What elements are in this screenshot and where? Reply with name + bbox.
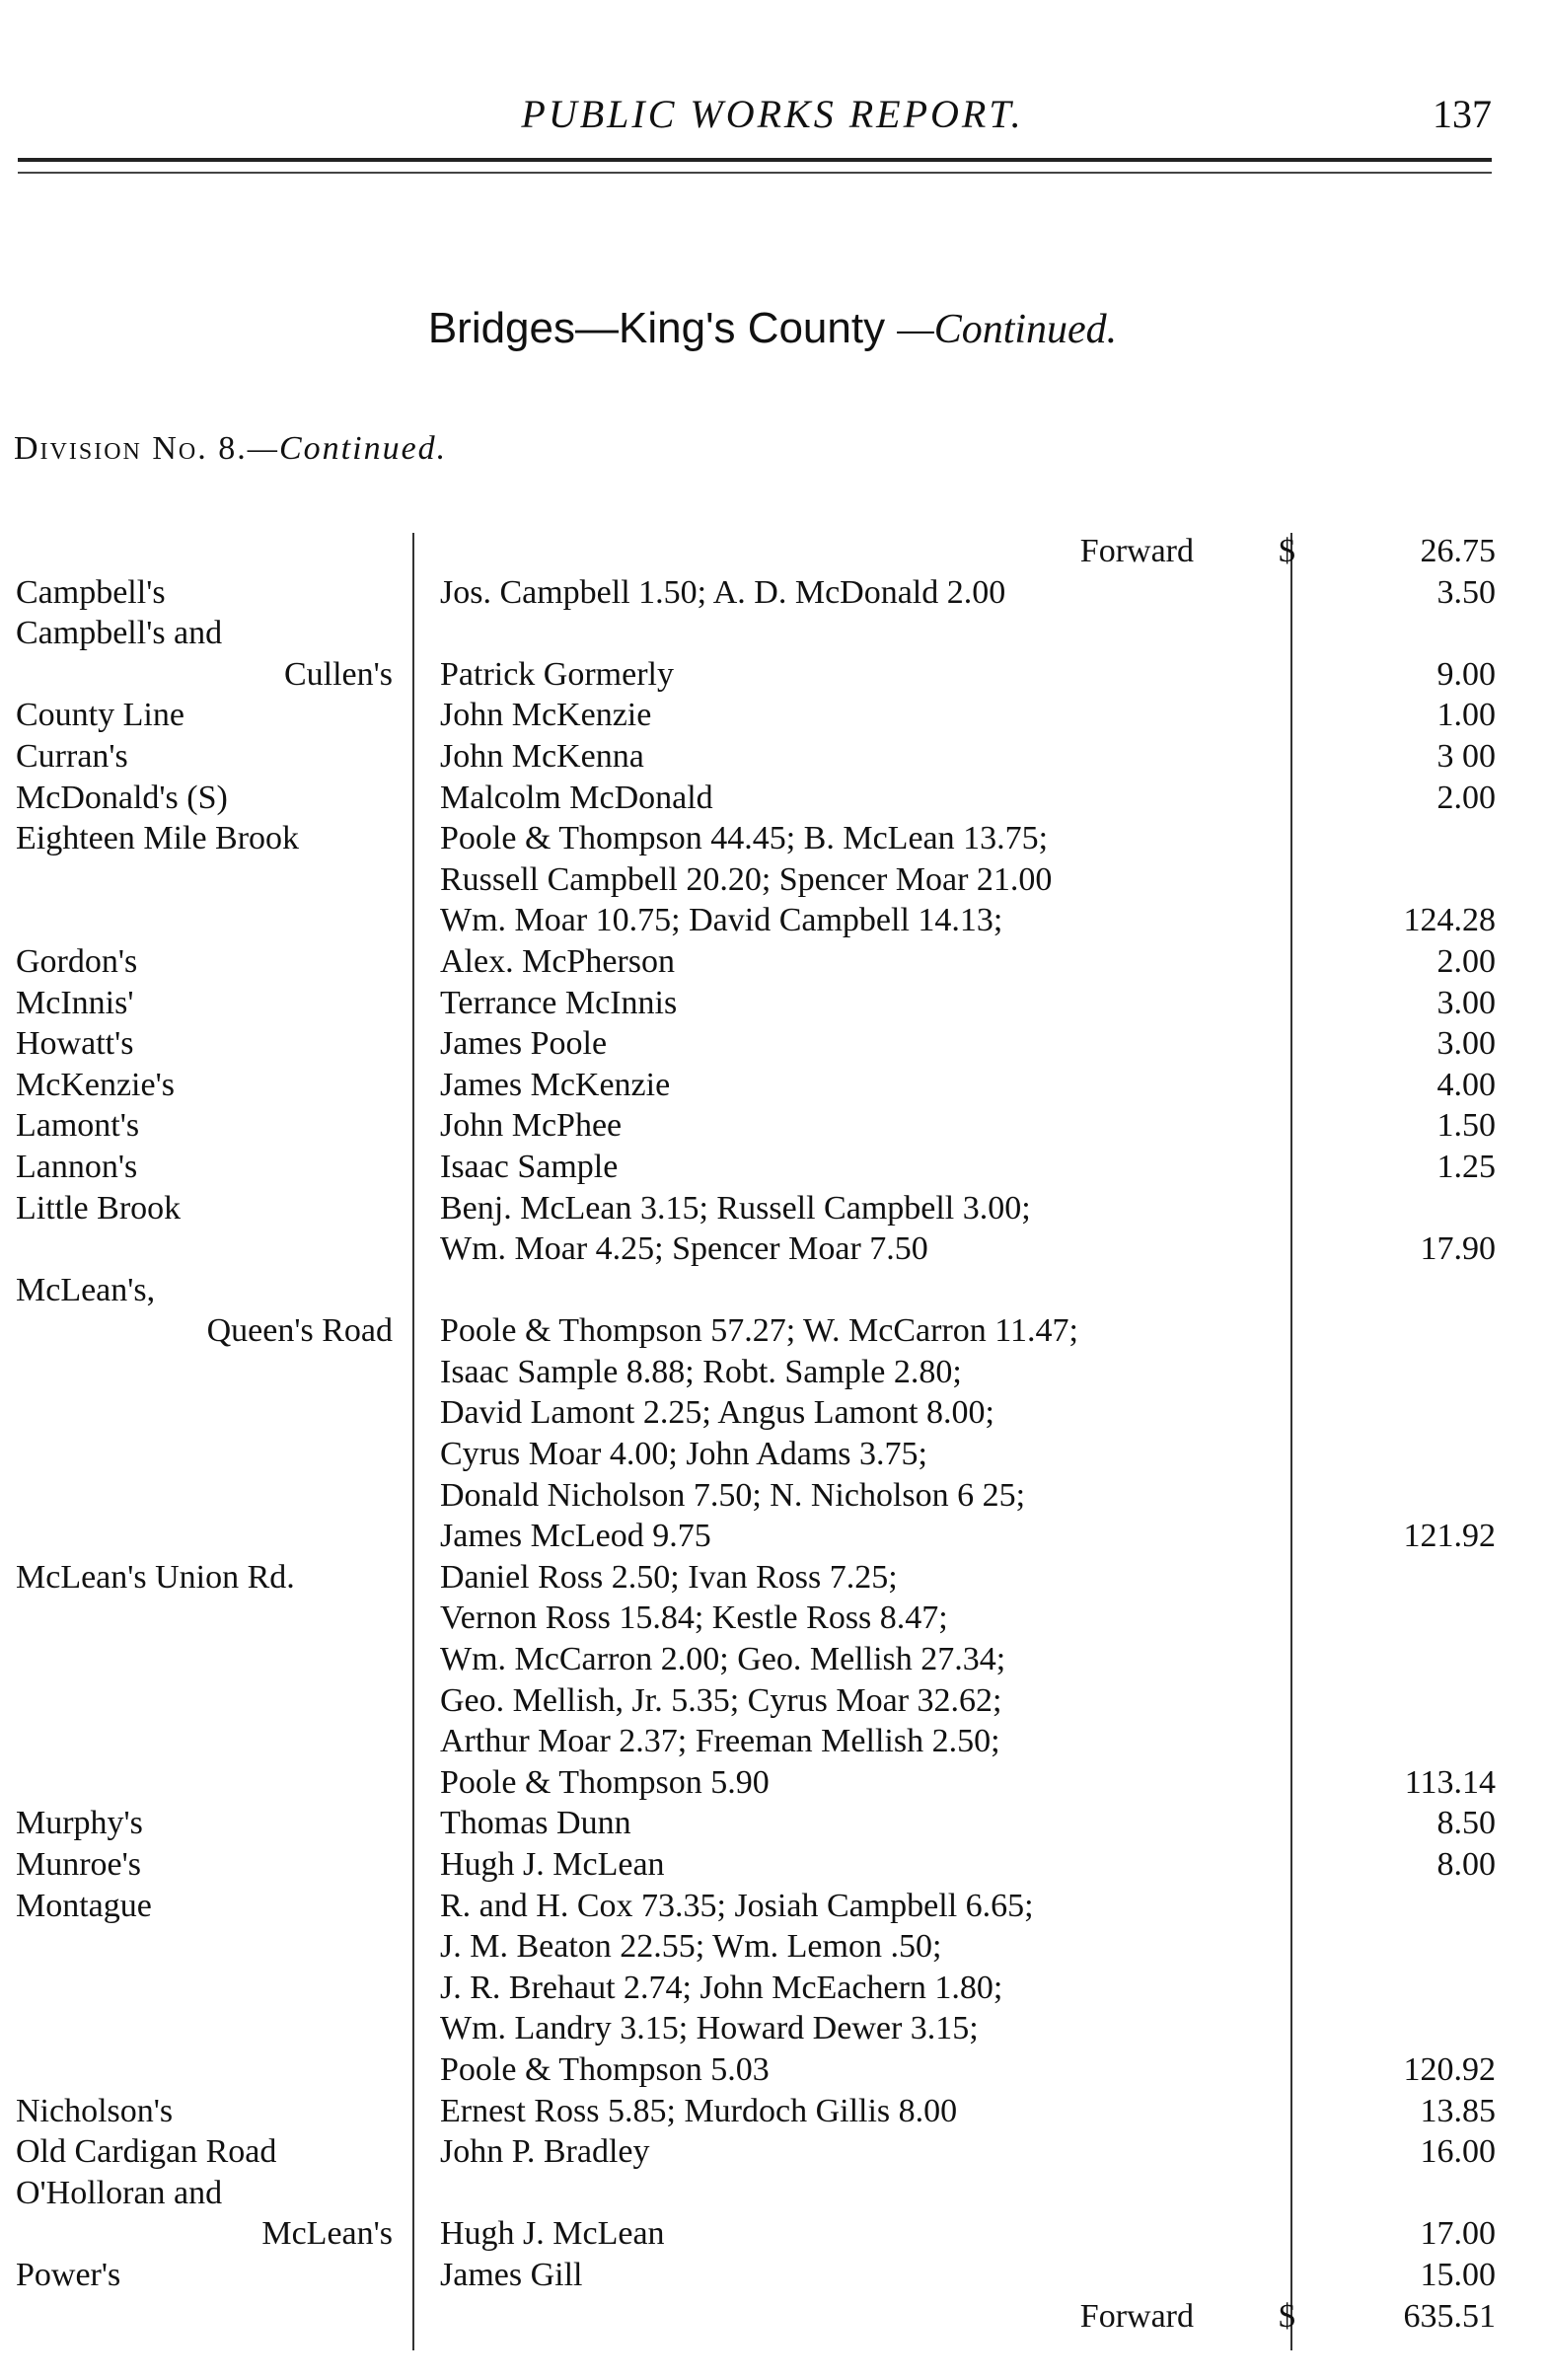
ledger-row [0, 1475, 1545, 1517]
ledger-row [0, 613, 1545, 654]
payee-entry: Poole & Thompson 5.03 [440, 2050, 770, 2088]
ledger-row [0, 1516, 1545, 1557]
ledger-row [0, 1310, 1545, 1352]
payee-entry: Russell Campbell 20.20; Spencer Moar 21.00 [440, 860, 1053, 898]
amount: 1.25 [1436, 1148, 1496, 1185]
payee-entry: Arthur Moar 2.37; Freeman Mellish 2.50; [440, 1723, 1000, 1760]
amount: 1.50 [1436, 1107, 1496, 1145]
amount: 3.00 [1436, 1025, 1496, 1063]
payee-entry: Forward [1079, 533, 1194, 569]
bridge-name: Montague [16, 1887, 152, 1924]
amount: 3.00 [1436, 984, 1496, 1021]
bridge-name: Campbell's and [16, 615, 223, 652]
bridge-name: Lamont's [16, 1107, 140, 1145]
ledger-row [0, 2213, 1545, 2255]
ledger-row [0, 2173, 1545, 2214]
bridge-name: McLean's [261, 2215, 393, 2253]
payee-entry: Hugh J. McLean [440, 1846, 665, 1883]
amount: 3.50 [1436, 573, 1496, 611]
bridge-name: Lannon's [16, 1148, 138, 1185]
bridge-name: Munroe's [16, 1846, 142, 1883]
ledger-row [0, 983, 1545, 1024]
amount: 120.92 [1403, 2050, 1496, 2088]
ledger-row [0, 1926, 1545, 1968]
amount: 26.75 [1420, 533, 1496, 569]
payee-entry: Hugh J. McLean [440, 2215, 665, 2253]
payee-entry: Wm. Moar 10.75; David Campbell 14.13; [440, 902, 1003, 939]
ledger-row [0, 1803, 1545, 1844]
ledger-row [0, 1065, 1545, 1106]
payee-entry: Ernest Ross 5.85; Murdoch Gillis 8.00 [440, 2092, 958, 2129]
bridge-name: Queen's Road [206, 1312, 393, 1350]
bridge-name: Murphy's [16, 1805, 143, 1842]
amount: 3 00 [1436, 737, 1496, 775]
payee-entry: Alex. McPherson [440, 942, 675, 980]
payee-entry: Malcolm McDonald [440, 779, 713, 816]
payee-entry: James McLeod 9.75 [440, 1518, 711, 1555]
dollar-sign: $ [1279, 533, 1295, 569]
amount: 8.00 [1436, 1846, 1496, 1883]
ledger-row [0, 1968, 1545, 2009]
payee-entry: Jos. Campbell 1.50; A. D. McDonald 2.00 [440, 573, 1006, 611]
ledger-row [0, 941, 1545, 983]
payee-entry: Daniel Ross 2.50; Ivan Ross 7.25; [440, 1558, 898, 1596]
amount: 17.00 [1420, 2215, 1496, 2253]
ledger-row [0, 1105, 1545, 1147]
payee-entry: Poole & Thompson 57.27; W. McCarron 11.47; [440, 1312, 1078, 1350]
ledger-row [0, 1721, 1545, 1762]
ledger-row [0, 818, 1545, 859]
payee-entry: Geo. Mellish, Jr. 5.35; Cyrus Moar 32.62; [440, 1681, 1002, 1719]
bridge-name: McKenzie's [16, 1066, 175, 1103]
header-rule-thin [18, 172, 1492, 174]
payee-entry: James Poole [440, 1025, 608, 1063]
ledger-row [0, 1392, 1545, 1434]
amount: 8.50 [1436, 1805, 1496, 1842]
ledger-row [0, 1188, 1545, 1229]
payee-entry: Donald Nicholson 7.50; N. Nicholson 6 25; [440, 1476, 1026, 1514]
header-rule [18, 158, 1492, 162]
amount: 635.51 [1403, 2297, 1496, 2335]
ledger-row [0, 1228, 1545, 1270]
amount: 9.00 [1436, 655, 1496, 693]
page-number: 137 [1433, 92, 1492, 136]
payee-entry: David Lamont 2.25; Angus Lamont 8.00; [440, 1394, 994, 1432]
division-continued: —Continued. [247, 430, 448, 467]
bridge-name: McDonald's (S) [16, 779, 228, 816]
payee-entry: Terrance McInnis [440, 984, 678, 1021]
payee-entry: John McKenna [440, 737, 644, 775]
section-title-text: Bridges—King's County [427, 304, 886, 352]
bridge-name: McLean's, [16, 1271, 156, 1308]
ledger-row [0, 2091, 1545, 2132]
amount: 2.00 [1436, 779, 1496, 816]
dollar-sign: $ [1279, 2297, 1295, 2335]
bridge-name: Howatt's [16, 1025, 134, 1063]
payee-entry: James Gill [440, 2256, 583, 2293]
payee-entry: R. and H. Cox 73.35; Josiah Campbell 6.65; [440, 1887, 1034, 1924]
payee-entry: John McPhee [440, 1107, 623, 1145]
payee-entry: James McKenzie [440, 1066, 671, 1103]
running-header-title: PUBLIC WORKS REPORT. [521, 92, 1024, 136]
amount: 124.28 [1403, 902, 1496, 939]
amount: 17.90 [1420, 1230, 1496, 1268]
amount: 13.85 [1420, 2092, 1496, 2129]
payee-entry: Poole & Thompson 44.45; B. McLean 13.75; [440, 820, 1049, 857]
bridge-name: Gordon's [16, 942, 138, 980]
ledger-row [0, 1352, 1545, 1393]
amount: 113.14 [1404, 1763, 1496, 1801]
ledger-row [0, 2008, 1545, 2049]
payee-entry: Thomas Dunn [440, 1805, 631, 1842]
payee-entry: John McKenzie [440, 697, 652, 734]
ledger-row [0, 1844, 1545, 1886]
ledger-row [0, 778, 1545, 819]
bridge-name: Nicholson's [16, 2092, 174, 2129]
payee-entry: Benj. McLean 3.15; Russell Campbell 3.00; [440, 1189, 1031, 1227]
bridge-name: Power's [16, 2256, 121, 2293]
payee-entry: Wm. Landry 3.15; Howard Dewer 3.15; [440, 2010, 979, 2047]
ledger-row [0, 1270, 1545, 1311]
ledger-row [0, 1680, 1545, 1722]
bridge-name: Cullen's [283, 655, 393, 693]
bridge-name: County Line [16, 697, 184, 734]
ledger-row [0, 572, 1545, 614]
section-title [0, 304, 1545, 353]
ledger-row [0, 1557, 1545, 1599]
bridge-name: O'Holloran and [16, 2174, 223, 2211]
ledger-row [0, 695, 1545, 736]
payee-entry: J. R. Brehaut 2.74; John McEachern 1.80; [440, 1969, 1003, 2006]
payee-entry: Isaac Sample 8.88; Robt. Sample 2.80; [440, 1353, 962, 1390]
ledger-row [0, 1762, 1545, 1804]
ledger-row [0, 1023, 1545, 1065]
payee-entry: Cyrus Moar 4.00; John Adams 3.75; [440, 1436, 927, 1473]
bridge-name: McInnis' [16, 984, 134, 1021]
bridge-name: Curran's [16, 737, 128, 775]
ledger-row [0, 1147, 1545, 1188]
ledger-row [0, 2296, 1545, 2338]
bridge-name: Campbell's [16, 573, 166, 611]
amount: 15.00 [1420, 2256, 1496, 2293]
ledger-row [0, 900, 1545, 941]
payee-entry: Isaac Sample [440, 1148, 619, 1185]
payee-entry: Wm. Moar 4.25; Spencer Moar 7.50 [440, 1230, 928, 1268]
payee-entry: Wm. McCarron 2.00; Geo. Mellish 27.34; [440, 1641, 1006, 1678]
payee-entry: Forward [1079, 2297, 1194, 2335]
bridge-name: Old Cardigan Road [16, 2133, 277, 2171]
payee-entry: J. M. Beaton 22.55; Wm. Lemon .50; [440, 1928, 942, 1966]
section-title-continued: —Continued. [897, 307, 1118, 352]
ledger-row [0, 531, 1545, 572]
payee-entry: John P. Bradley [440, 2133, 650, 2171]
payee-entry: Poole & Thompson 5.90 [440, 1763, 770, 1801]
ledger-row [0, 2049, 1545, 2091]
ledger-row [0, 1598, 1545, 1639]
ledger-row [0, 1886, 1545, 1927]
bridge-name: McLean's Union Rd. [16, 1558, 295, 1596]
amount: 121.92 [1403, 1518, 1496, 1555]
ledger-row [0, 859, 1545, 901]
ledger-row [0, 2255, 1545, 2296]
bridge-name: Eighteen Mile Brook [16, 820, 300, 857]
ledger-row [0, 1639, 1545, 1680]
division-heading [14, 430, 447, 468]
amount: 4.00 [1436, 1066, 1496, 1103]
ledger-table [0, 531, 1545, 2337]
division-label: Division No. 8. [14, 430, 248, 467]
amount: 16.00 [1420, 2133, 1496, 2171]
ledger-row [0, 654, 1545, 696]
ledger-row [0, 736, 1545, 778]
amount: 1.00 [1436, 697, 1496, 734]
payee-entry: Patrick Gormerly [440, 655, 674, 693]
amount: 2.00 [1436, 942, 1496, 980]
ledger-row [0, 1434, 1545, 1475]
payee-entry: Vernon Ross 15.84; Kestle Ross 8.47; [440, 1599, 948, 1637]
ledger-row [0, 2131, 1545, 2173]
bridge-name: Little Brook [16, 1189, 182, 1227]
